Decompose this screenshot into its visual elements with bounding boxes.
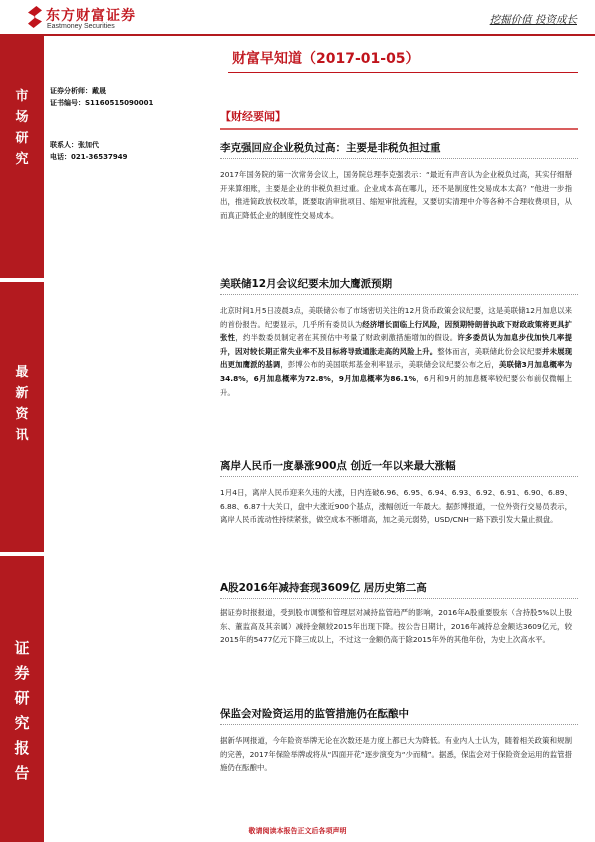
news-title-rule: [220, 724, 578, 725]
sidebar-label-research-report: 证 券 研 究 报 告: [14, 639, 30, 782]
contact-name: 联系人：张加代: [50, 141, 99, 149]
news-title: A股2016年减持套现3609亿 居历史第二高: [220, 582, 427, 594]
page-title: 财富早知道（2017-01-05）: [232, 51, 420, 67]
news-body: 据新华网报道，今年险资举牌无论在次数还是力度上都已大为降低。有业内人士认为，随着相关政策和规制的完善，2017年保险举牌或将从“四面开花”逐步演变为“少而精”。据悉，保监会对于保险资金运用的监管措施仍在酝酿中。: [220, 736, 572, 773]
contact-phone: 电话：021-36537949: [50, 153, 128, 161]
section-rule: [220, 128, 578, 130]
sidebar-label-market-research: 市 场 研 究: [15, 89, 29, 167]
news-body: 北京时间1月5日凌晨3点，美联储公布了市场密切关注的12月货币政策会议纪要，这是美联储12月加息以来的首份报告。纪要显示，几乎所有委员认为经济增长面临上行风险，因预期特朗普执政下财政政策将更具扩张性，约半数委员制定者在其预估中考量了财政刺激措施增加的假设。许多委员认为加息步伐加快几率提升，因对较长期正常失业率不及目标将导致通胀走高的风险上升。整体而言，美联储此份会议纪要并未展现出更加鹰派的基调，彭博公布的美国联邦基金利率显示，美联储会议纪要公布之后，美联储3月加息概率为34.8%，6月加息概率为72.8%，9月加息概率为86.1%，6月和9月的加息概率较纪要公布前仅微幅上升。: [220, 306, 572, 397]
news-title-rule: [220, 294, 578, 295]
section-tag: 【财经要闻】: [220, 110, 286, 123]
news-title: 李克强回应企业税负过高：主要是非税负担过重: [220, 142, 441, 154]
logo-chinese: 东方财富证券: [46, 8, 136, 24]
news-title: 离岸人民币一度暴涨900点 创近一年以来最大涨幅: [220, 460, 456, 472]
logo-english: Eastmoney Securities: [47, 23, 115, 30]
footer-disclaimer: 敬请阅读本报告正文后各项声明: [248, 827, 347, 835]
news-body: 据证券时报报道，受到股市调整和管理层对减持监管趋严的影响，2016年A股重要股东（含持股5%以上股东、董监高及其亲属）减持金额较2015年出现下降。按公告日期计，2016年减持总金额达3609亿元，较2015年的5477亿元下降三成以上，不过这一金额仍高于除2015年外的其他年份，为史上次高水平。: [220, 608, 572, 645]
sidebar-divider: [0, 552, 44, 556]
title-rule: [228, 72, 578, 73]
logo-icon: [28, 6, 42, 28]
news-body: 1月4日，离岸人民币迎来久违的大涨，日内连破6.96、6.95、6.94、6.93、6.92、6.91、6.90、6.89、6.88、6.87十大关口，盘中大涨近900个基点，涨幅创近一年最大。据彭博报道，一位外资行交易员表示，离岸人民币流动性持续紧张，做空成本不断增高，加之美元弱势，USD/CNH一路下跌引发大量止损盘。: [220, 488, 572, 525]
news-title-rule: [220, 476, 578, 477]
news-title-rule: [220, 158, 578, 159]
analyst-cert: 证书编号：S1160515090001: [50, 99, 154, 107]
news-title-rule: [220, 598, 578, 599]
sidebar-divider: [0, 278, 44, 282]
sidebar-label-latest-news: 最 新 资 讯: [15, 365, 29, 443]
news-title: 美联储12月会议纪要未加大鹰派预期: [220, 278, 393, 290]
news-title: 保监会对险资运用的监管措施仍在酝酿中: [220, 708, 409, 720]
news-body: 2017年国务院的第一次常务会议上，国务院总理李克强表示：“最近有声音认为企业税负过高，其实仔细掰开来算细账，主要是企业的非税负担过重。企业成本高在哪儿，还不是制度性交易成本太高？”他进一步指出，推进简政放权改革，既要取消审批项目、缩短审批流程，又要切实清理中介等各种不合理收费项目，从而真正降低企业的制度性交易成本。: [220, 170, 572, 220]
slogan: 挖掘价值 投资成长: [489, 14, 577, 26]
header-rule: [0, 34, 595, 36]
analyst-name: 证券分析师：戴晟: [50, 87, 106, 95]
